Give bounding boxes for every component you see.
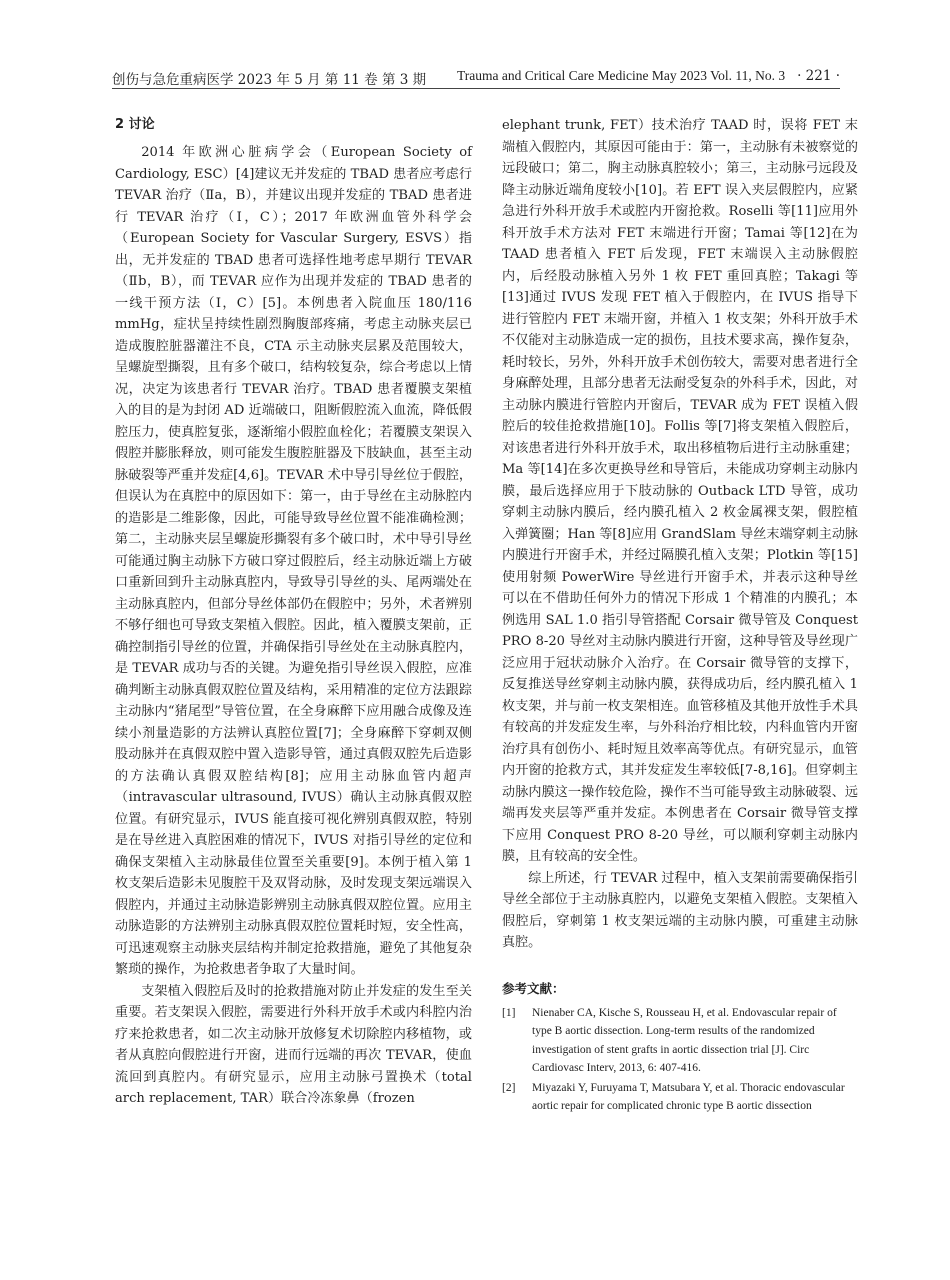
page-number: · 221 ·	[797, 68, 840, 84]
left-column	[115, 115, 472, 1110]
reference-number: [1]	[502, 1006, 516, 1019]
reference-item	[502, 1004, 858, 1078]
reference-number: [2]	[502, 1081, 516, 1094]
running-header	[112, 52, 840, 89]
reference-text: Nienaber CA, Kische S, Rousseau H, et al. Endovascular repair of type B aortic dissection. Long-term results of the randomized investigation of stent grafts in aortic dissection trial [J]. Circ Cardiovasc Interv, 2013, 6: 407-416.	[532, 1006, 837, 1074]
journal-title-english: Trauma and Critical Care Medicine May 2023 Vol. 11, No. 3	[457, 68, 786, 83]
discussion-paragraph-1: 2014 年欧洲心脏病学会（European Society of Cardiology, ESC）[4]建议无并发症的 TBAD 患者应考虑行 TEVAR 治疗（Ⅱa，B），并建议出现并发症的 TBAD 患者进行 TEVAR 治疗（Ⅰ，C）；2017 年欧洲血管外科学会（European Society for Vascular Surgery, ESVS）指出，无并发症的 TBAD 患者可选择性地考虑早期行 TEVAR（Ⅱb，B），而 TEVAR 应作为出现并发症的 TBAD 患者的一线干预方法（Ⅰ，C）[5]。本例患者入院血压 180/116 mmHg，症状呈持续性剧烈胸腹部疼痛，考虑主动脉夹层已造成腹腔脏器灌注不良，CTA 示主动脉夹层累及范围较大，呈螺旋型撕裂，且有多个破口，结构较复杂，综合考虑以上情况，决定为该患者行 TEVAR 治疗。TBAD 患者覆膜支架植入的目的是为封闭 AD 近端破口，阻断假腔流入血流，降低假腔压力，使真腔复张，逐渐缩小假腔血栓化；若覆膜支架误入假腔并膨胀释放，则可能发生腹腔脏器及下肢缺血，甚至主动脉破裂等严重并发症[4,6]。TEVAR 术中导引导丝位于假腔，但误认为在真腔中的原因如下：第一，由于导丝在主动脉腔内的造影是二维影像，因此，可能导致导丝位置不能准确检测；第二，主动脉夹层呈螺旋形撕裂有多个破口时，术中导引导丝可能通过胸主动脉下方破口穿过假腔后，经主动脉近端上方破口重新回到升主动脉真腔内，导致导引导丝的头、尾两端处在主动脉真腔内，但部分导丝体部仍在假腔中；另外，术者辨别不够仔细也可导致支架植入假腔。因此，植入覆膜支架前，正确控制指引导丝的位置，并确保指引导丝处在主动脉真腔内，是 TEVAR 成功与否的关键。为避免指引导丝误入假腔，应准确判断主动脉真假双腔位置及结构，采用精准的定位方法跟踪主动脉内“猪尾型”导管位置，在全身麻醉下应用融合成像及连续小剂量造影的方法辨认真腔位置[7]；全身麻醉下穿刺双侧股动脉并在真假双腔中置入造影导管，通过真假双腔先后造影的方法确认真假双腔结构[8]；应用主动脉血管内超声（intravascular ultrasound, IVUS）确认主动脉真假双腔位置。有研究显示，IVUS 能直接可视化辨别真假双腔，特别是在导丝进入真腔困难的情况下，IVUS 对指引导丝的定位和确保支架植入主动脉最佳位置至关重要[9]。本例于植入第 1 枚支架后造影未见腹腔干及双肾动脉，及时发现支架远端误入假腔内，并通过主动脉造影辨别主动脉真假双腔位置。应用主动脉造影的方法辨别主动脉真假双腔位置耗时短，安全性高，可迅速观察主动脉夹层结构并制定抢救措施，避免了其他复杂繁琐的操作，为抢救患者争取了大量时间。	[115, 145, 472, 977]
reference-item	[502, 1079, 858, 1116]
conclusion-paragraph: 综上所述，行 TEVAR 过程中，植入支架前需要确保指引导丝全部位于主动脉真腔内，以避免支架植入假腔。支架植入假腔后，穿刺第 1 枚支架远端的主动脉内膜，可重建主动脉真腔。	[502, 870, 858, 950]
right-column	[502, 115, 858, 1117]
section-heading: 2 讨论	[115, 117, 155, 132]
reference-text: Miyazaki Y, Furuyama T, Matsubara Y, et al. Thoracic endovascular aortic repair for complicated chronic type B aortic dissection	[532, 1081, 845, 1112]
discussion-paragraph-2-continued: elephant trunk, FET）技术治疗 TAAD 时，误将 FET 末端植入假腔内，其原因可能由于：第一，主动脉有未被察觉的远段破口；第二，胸主动脉真腔较小；第三，主动脉弓远段及降主动脉近端角度较小[10]。若 EFT 误入夹层假腔内，应紧急进行外科开放手术或腔内开窗抢救。Roselli 等[11]应用外科开放手术方法对 FET 末端进行开窗；Tamai 等[12]在为 TAAD 患者植入 FET 后发现，FET 末端误入主动脉假腔内，后经股动脉植入另外 1 枚 FET 重回真腔；Takagi 等[13]通过 IVUS 发现 FET 植入于假腔内，在 IVUS 指导下进行管腔内 FET 末端开窗，并植入 1 枚支架；外科开放手术不仅能对主动脉造成一定的损伤，且技术要求高，操作复杂，耗时较长，另外，外科开放手术创伤较大，需要对患者进行全身麻醉处理，且部分患者无法耐受复杂的外科手术，因此，对主动脉内膜进行管腔内开窗后，TEVAR 成为 FET 误植入假腔后的较佳抢救措施[10]。Follis 等[7]将支架植入假腔后，对该患者进行外科开放手术，取出移植物后进行主动脉重建；Ma 等[14]在多次更换导丝和导管后，未能成功穿刺主动脉内膜，最后选择应用于下肢动脉的 Outback LTD 导管，成功穿刺主动脉内膜后，经内膜孔植入 2 枚金属裸支架，假腔植入弹簧圈；Han 等[8]应用 GrandSlam 导丝末端穿刺主动脉内膜进行开窗手术，并经过隔膜孔植入支架；Plotkin 等[15]使用射频 PowerWire 导丝进行开窗手术，并表示这种导丝可以在不借助任何外力的情况下形成 1 个精准的内膜孔；本例选用 SAL 1.0 指引导管搭配 Corsair 微导管及 Conquest PRO 8-20 导丝对主动脉内膜进行开窗，这种导管及导丝现广泛应用于冠状动脉介入治疗。在 Corsair 微导管的支撑下，反复推送导丝穿刺主动脉内膜，获得成功后，经内膜孔植入 1 枚支架，并与前一枚支架相连。血管移植及其他开放性手术具有较高的并发症发生率，与外科治疗相比较，内科血管内开窗治疗具有创伤小、耗时短且效率高等优点。有研究显示，血管内开窗的抢救方式，其并发症发生率较低[7-8,16]。但穿刺主动脉内膜这一操作较危险，操作不当可能导致主动脉破裂、远端再发夹层等严重并发症。本例患者在 Corsair 微导管支撑下应用 Conquest PRO 8-20 导丝，可以顺利穿刺主动脉内膜，且有较高的安全性。	[502, 118, 859, 864]
references-heading: 参考文献：	[502, 980, 565, 996]
discussion-paragraph-2: 支架植入假腔后及时的抢救措施对防止并发症的发生至关重要。若支架误入假腔，需要进行外科开放手术或内科腔内治疗来抢救患者，如二次主动脉开放修复术切除腔内移植物，或者从真腔向假腔进行开窗，进而行远端的再次 TEVAR，使血流回到真腔内。有研究显示，应用主动脉弓置换术（total arch replacement, TAR）联合冷冻象鼻（frozen	[115, 983, 472, 1106]
journal-title-chinese: 创伤与急危重病医学 2023 年 5 月 第 11 卷 第 3 期	[112, 72, 427, 88]
